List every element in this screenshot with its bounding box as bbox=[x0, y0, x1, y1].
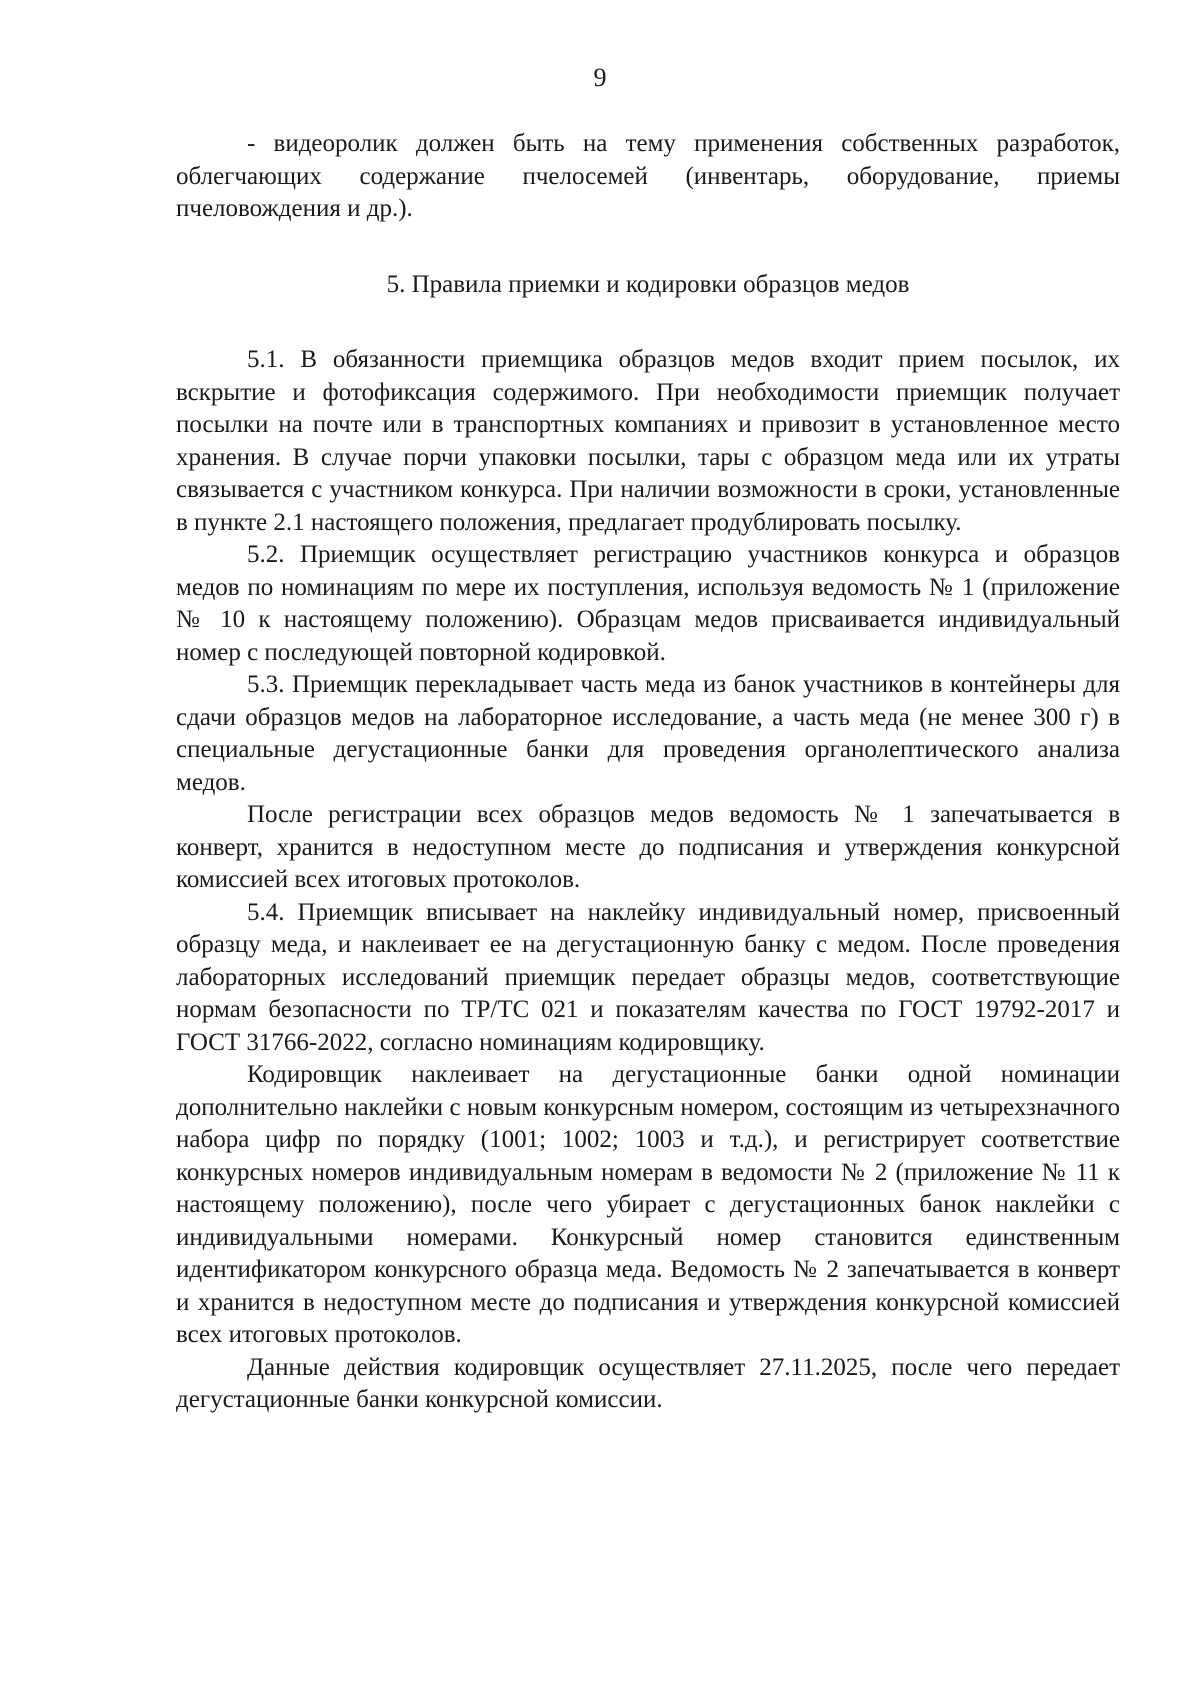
paragraph-registration: После регистрации всех образцов медов ведомость № 1 запечатывается в конверт, хранится в недоступном месте до подписания и утверждения конкурсной комиссией всех итоговых протоколов. bbox=[176, 801, 1120, 893]
section-heading: 5. Правила приемки и кодировки образцов медов bbox=[386, 270, 910, 298]
paragraph-5-2: 5.2. Приемщик осуществляет регистрацию участников конкурса и образцов медов по номинациям по мере их поступления, используя ведомость № 1 (приложение № 10 к настоящему положению). Образцам медов присваивается индивидуальный номер с последующей повторной кодировкой. bbox=[176, 541, 1120, 666]
paragraph-5-4: 5.4. Приемщик вписывает на наклейку индивидуальный номер, присвоенный образцу меда, и наклеивает ее на дегустационную банку с медом. После проведения лабораторных исследований приемщик передает образцы медов, соответствующие нормам безопасности по ТР/ТС 021 и показателям качества по ГОСТ 19792-2017 и ГОСТ 31766-2022, согласно номинациям кодировщику. bbox=[176, 898, 1120, 1056]
paragraph-coder-date: Данные действия кодировщик осуществляет 27.11.2025, после чего передает дегустационные банки конкурсной комиссии. bbox=[176, 1353, 1120, 1413]
page-number: 9 bbox=[593, 63, 607, 92]
document-body bbox=[176, 128, 1120, 1417]
intro-paragraph: - видеоролик должен быть на тему применения собственных разработок, облегчающих содержание пчелосемей (инвентарь, оборудование, приемы пчеловождения и др.). bbox=[176, 130, 1120, 222]
paragraph-5-3: 5.3. Приемщик перекладывает часть меда из банок участников в контейнеры для сдачи образцов медов на лабораторное исследование, а часть меда (не менее 300 г) в специальные дегустационные банки для проведения органолептического анализа медов. bbox=[176, 671, 1120, 796]
paragraph-5-1: 5.1. В обязанности приемщика образцов медов входит прием посылок, их вскрытие и фотофиксация содержимого. При необходимости приемщик получает посылки на почте или в транспортных компаниях и привозит в установленное место хранения. В случае порчи упаковки посылки, тары с образцом меда или их утраты связывается с участником конкурса. При наличии возможности в сроки, установленные в пункте 2.1 настоящего положения, предлагает продублировать посылку. bbox=[176, 346, 1120, 536]
paragraph-coder: Кодировщик наклеивает на дегустационные банки одной номинации дополнительно наклейки с новым конкурсным номером, состоящим из четырехзначного набора цифр по порядку (1001; 1002; 1003 и т.д.), и регистрирует соответствие конкурсных номеров индивидуальным номерам в ведомости № 2 (приложение № 11 к настоящему положению), после чего убирает с дегустационных банок наклейки с индивидуальными номерами. Конкурсный номер становится единственным идентификатором конкурсного образца меда. Ведомость № 2 запечатывается в конверт и хранится в недоступном месте до подписания и утверждения конкурсной комиссией всех итоговых протоколов. bbox=[176, 1061, 1120, 1348]
